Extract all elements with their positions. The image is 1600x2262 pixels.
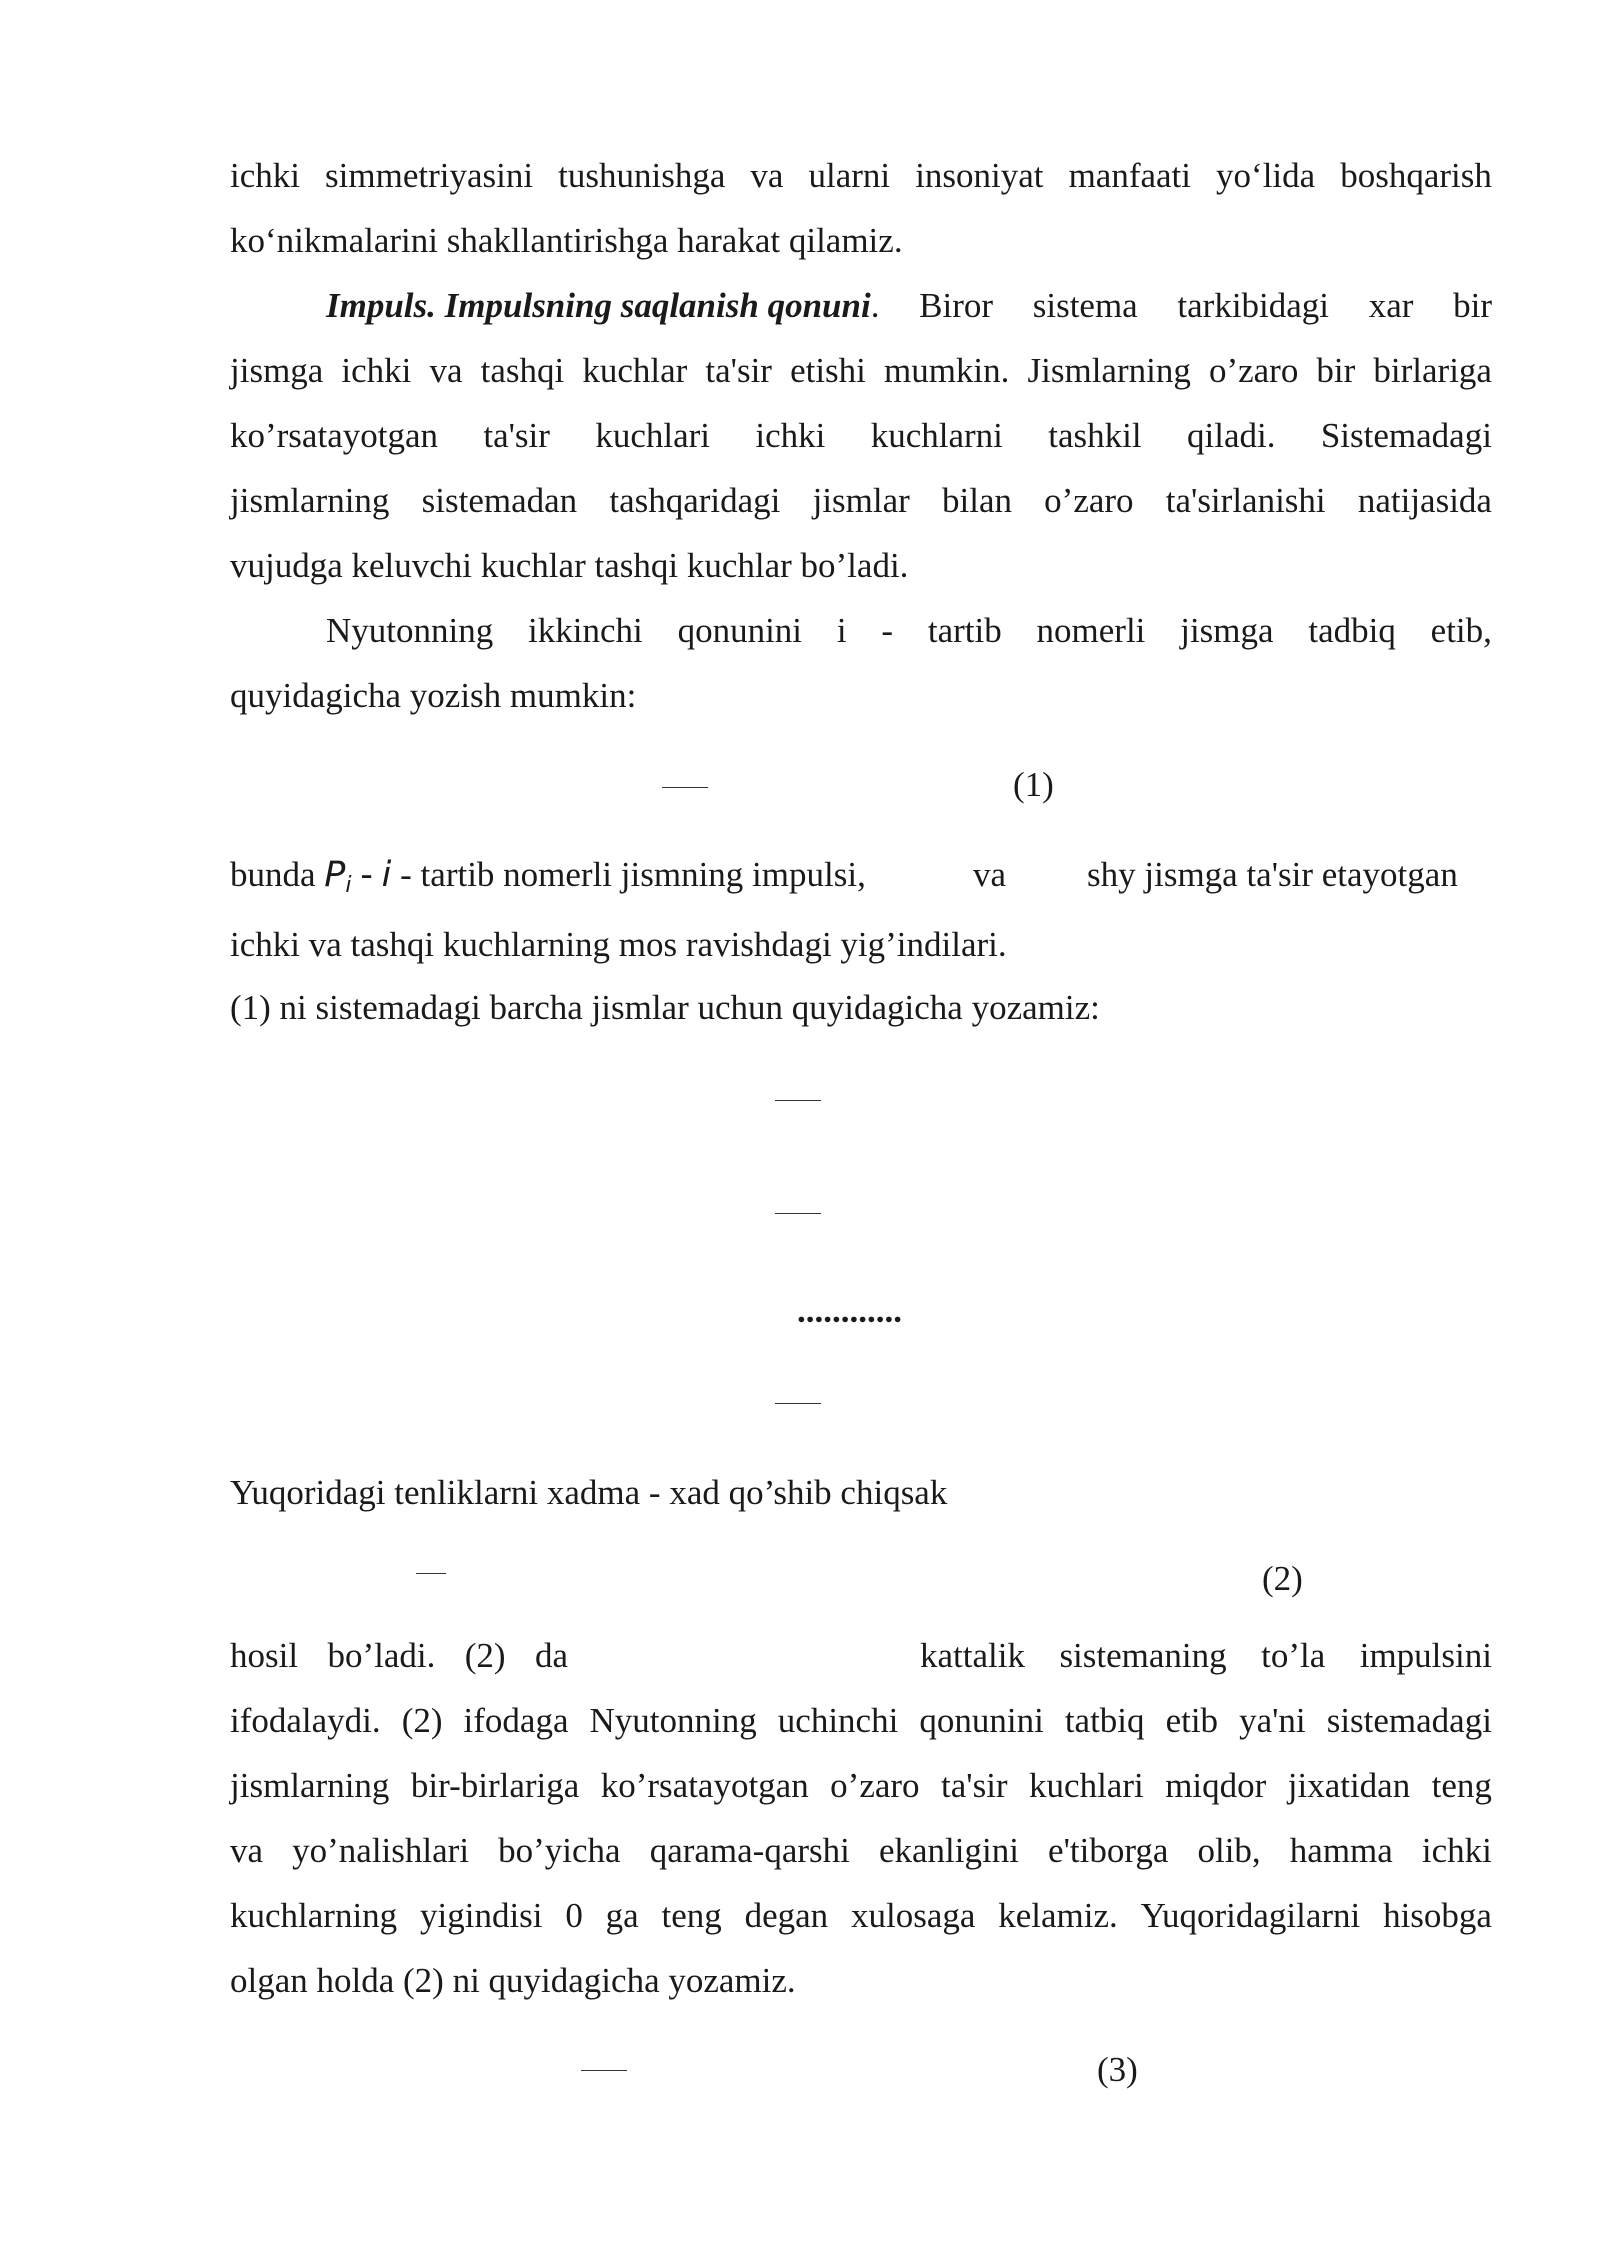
word: da (534, 1636, 568, 1675)
word: (2) (401, 1701, 443, 1740)
paragraph-2-line-3 (230, 413, 1492, 459)
word: bilan (942, 481, 1012, 520)
word: hisobga (1383, 1896, 1492, 1935)
word: kattalik (920, 1636, 1025, 1675)
word: insoniyat (915, 156, 1044, 195)
phrase: - tartib nomerli jismning impulsi, (400, 855, 866, 894)
word: kuchlari (1029, 1766, 1144, 1805)
word: va (429, 351, 463, 390)
word: bunda (230, 855, 316, 894)
word: impulsini (1359, 1636, 1492, 1675)
word: qiladi. (1187, 416, 1276, 455)
dash: - (360, 855, 373, 895)
word: sistemaning (1059, 1636, 1227, 1675)
word: jismlar (812, 481, 910, 520)
word: jismlarning (230, 481, 390, 520)
word: bir-birlariga (410, 1766, 580, 1805)
paragraph-2-line-4 (230, 478, 1492, 524)
word-va: va (973, 855, 1007, 894)
paragraph-7-line-2 (230, 1698, 1492, 1744)
system-equation-2-fraction-bar (775, 1213, 821, 1214)
word: va (230, 1831, 264, 1870)
paragraph-1-line-1 (230, 153, 1492, 199)
word: ifodalaydi. (230, 1701, 381, 1740)
word: ichki (341, 351, 412, 390)
word: jismlarning (230, 1766, 390, 1805)
word: olib, (1197, 1831, 1261, 1870)
word: bo’ladi. (327, 1636, 436, 1675)
word: 0 (565, 1896, 583, 1935)
word: kuchlari (595, 416, 710, 455)
word: ularni (808, 156, 891, 195)
word: ikkinchi (528, 611, 643, 650)
section-title: Impuls. Impulsning saqlanish qonuni. (326, 286, 880, 325)
impulse-symbol: $P_i$ (324, 855, 352, 898)
word: uchinchi (777, 1701, 899, 1740)
paragraph-3-line-2: quyidagicha yozish mumkin: (230, 676, 637, 715)
word: hamma (1289, 1831, 1393, 1870)
equation-2-fraction-bar (416, 1573, 446, 1574)
paragraph-2-line-5: vujudga keluvchi kuchlar tashqi kuchlar bo’ladi. (230, 546, 909, 585)
paragraph-7-line-1-start (230, 1633, 568, 1679)
word: o’zaro (830, 1766, 920, 1805)
word: kuchlarni (870, 416, 1003, 455)
word: tashkil (1048, 416, 1142, 455)
equation-1-number: (1) (1013, 765, 1054, 804)
word: to’la (1261, 1636, 1326, 1675)
word: o’zaro (1208, 351, 1299, 390)
word: qonunini (677, 611, 803, 650)
word: Sistemadagi (1320, 416, 1492, 455)
word: Nyutonning (326, 611, 494, 650)
paragraph-7-line-5 (230, 1893, 1492, 1939)
word: manfaati (1068, 156, 1191, 195)
word: kuchlar (582, 351, 688, 390)
word: ga (605, 1896, 639, 1935)
word: ichki (1421, 1831, 1492, 1870)
word: hosil (230, 1636, 299, 1675)
word: kuchlarning (230, 1896, 398, 1935)
word: Yuqoridagilarni (1140, 1896, 1361, 1935)
word: va (750, 156, 784, 195)
paragraph-2-line-2 (230, 348, 1492, 394)
word: tashqi (480, 351, 565, 390)
word: ta'sir (483, 416, 550, 455)
word: teng (661, 1896, 722, 1935)
word: e'tiborga (1048, 1831, 1169, 1870)
word: mumkin. (883, 351, 1010, 390)
word: sistema (1032, 286, 1138, 325)
word: ichki (755, 416, 826, 455)
word: kelamiz. (998, 1896, 1118, 1935)
word: sistemadagi (1326, 1701, 1492, 1740)
word: degan (744, 1896, 829, 1935)
word: ekanligini (878, 1831, 1019, 1870)
paragraph-4-line-1 (230, 852, 866, 909)
word: ifodaga (463, 1701, 569, 1740)
paragraph-1-line-2: ko‘nikmalarini shakllantirishga harakat qilamiz. (230, 221, 903, 260)
equation-3-number: (3) (1097, 2050, 1138, 2089)
word: ta'sir (705, 351, 772, 390)
paragraph-6-line-1: Yuqoridagi tenliklarni xadma - xad qo’shib chiqsak (230, 1473, 948, 1512)
paragraph-7-line-4 (230, 1828, 1492, 1874)
word: sistemadan (421, 481, 578, 520)
word: bir (1316, 351, 1356, 390)
word: etishi (790, 351, 866, 390)
word: Biror (919, 286, 994, 325)
word: tushunishga (558, 156, 726, 195)
word: simmetriyasini (325, 156, 534, 195)
word: yigindisi (420, 1896, 543, 1935)
word: natijasida (1357, 481, 1492, 520)
word: boshqarish (1340, 156, 1492, 195)
system-equation-1-fraction-bar (775, 1100, 821, 1101)
word: (2) (464, 1636, 506, 1675)
word: qarama-qarshi (649, 1831, 850, 1870)
paragraph-4-line-1-end: shy jismga ta'sir etayotgan (1087, 855, 1458, 894)
word: xar (1368, 286, 1414, 325)
paragraph-3-line-1 (326, 608, 1492, 654)
word: jismga (230, 351, 324, 390)
paragraph-7-line-6: olgan holda (2) ni quyidagicha yozamiz. (230, 1961, 796, 2000)
word: ya'ni (1239, 1701, 1306, 1740)
word: o’zaro (1044, 481, 1134, 520)
word: etib (1165, 1701, 1219, 1740)
word: teng (1431, 1766, 1492, 1805)
word: Nyutonning (589, 1701, 757, 1740)
equation-1-fraction-bar (662, 787, 708, 788)
index-symbol: i (381, 855, 392, 895)
word: ko’rsatayotgan (600, 1766, 809, 1805)
word: tarkibidagi (1177, 286, 1330, 325)
equation-2-number: (2) (1262, 1559, 1303, 1598)
word: tadbiq (1308, 611, 1396, 650)
word: ko’rsatayotgan (230, 416, 438, 455)
word: yo‘lida (1216, 156, 1316, 195)
word: Jismlarning (1027, 351, 1191, 390)
word: tashqaridagi (609, 481, 781, 520)
paragraph-2-line-1 (326, 283, 1492, 329)
word: etib, (1430, 611, 1492, 650)
word: ta'sirlanishi (1165, 481, 1326, 520)
paragraph-5-line-1: (1) ni sistemadagi barcha jismlar uchun quyidagicha yozamiz: (230, 988, 1100, 1027)
word: tartib (927, 611, 1002, 650)
word: yo’nalishlari (292, 1831, 470, 1870)
system-equation-n-fraction-bar (775, 1403, 821, 1404)
ellipsis-dots: ............ (797, 1291, 902, 1330)
word: xulosaga (850, 1896, 976, 1935)
word: jixatidan (1287, 1766, 1411, 1805)
word: tatbiq (1064, 1701, 1145, 1740)
paragraph-4-line-2: ichki va tashqi kuchlarning mos ravishdagi yig’indilari. (230, 925, 1007, 964)
word: i (836, 611, 847, 650)
word: qonunini (919, 1701, 1044, 1740)
word: ichki (230, 156, 300, 195)
word: nomerli (1036, 611, 1146, 650)
word: bo’yicha (498, 1831, 621, 1870)
paragraph-7-line-1-end (920, 1633, 1492, 1679)
word: miqdor (1165, 1766, 1267, 1805)
equation-3-fraction-bar (581, 2070, 627, 2071)
word: jismga (1180, 611, 1274, 650)
word: ta'sir (941, 1766, 1008, 1805)
word: - (881, 611, 894, 650)
word: birlariga (1373, 351, 1492, 390)
paragraph-7-line-3 (230, 1763, 1492, 1809)
word: bir (1453, 286, 1492, 325)
